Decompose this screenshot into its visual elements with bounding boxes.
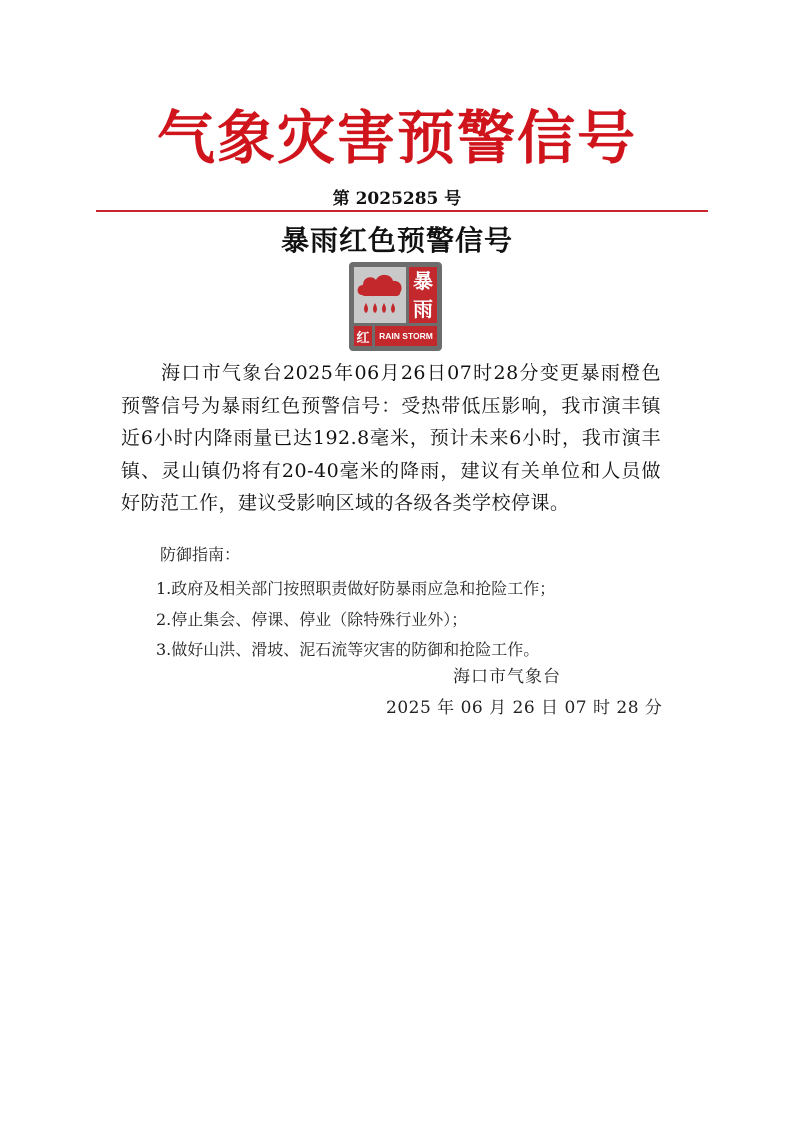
issue-date: 2025 年 06 月 26 日 07 时 28 分 (386, 698, 663, 718)
badge-hazard-text (409, 267, 437, 323)
badge-level-label: 红 (354, 326, 372, 346)
rainstorm-red-warning-badge (349, 262, 442, 351)
issuer-signature: 海口市气象台 (453, 667, 561, 687)
header-divider (96, 210, 708, 212)
guide-item: 3.做好山洪、滑坡、泥石流等灾害的防御和抢险工作。 (156, 640, 540, 659)
badge-char-2: 雨 (413, 297, 433, 321)
badge-char-1: 暴 (413, 269, 433, 293)
defense-guide-heading: 防御指南： (160, 545, 241, 564)
badge-english-label: RAIN STORM (375, 326, 437, 346)
rainstorm-cloud-icon (354, 267, 406, 323)
guide-item: 1.政府及相关部门按照职责做好防暴雨应急和抢险工作； (156, 579, 556, 598)
warning-body-paragraph: 海口市气象台2025年06月26日07时28分变更暴雨橙色预警信号为暴雨红色预警信号：受热带低压影响，我市演丰镇近6小时内降雨量已达192.8毫米，预计未来6小时，我市演丰镇、灵山镇仍将有20-40毫米的降雨，建议有关单位和人员做好防范工作，建议受影响区域的各级各类学校停课。 (121, 362, 661, 514)
masthead-title: 气象灾害预警信号 (156, 104, 637, 172)
signal-title: 暴雨红色预警信号 (280, 224, 513, 257)
guide-item: 2.停止集会、停课、停业（除特殊行业外）； (156, 609, 468, 629)
document-number: 第 2025285 号 (332, 189, 462, 209)
defense-guide-list (156, 574, 555, 666)
